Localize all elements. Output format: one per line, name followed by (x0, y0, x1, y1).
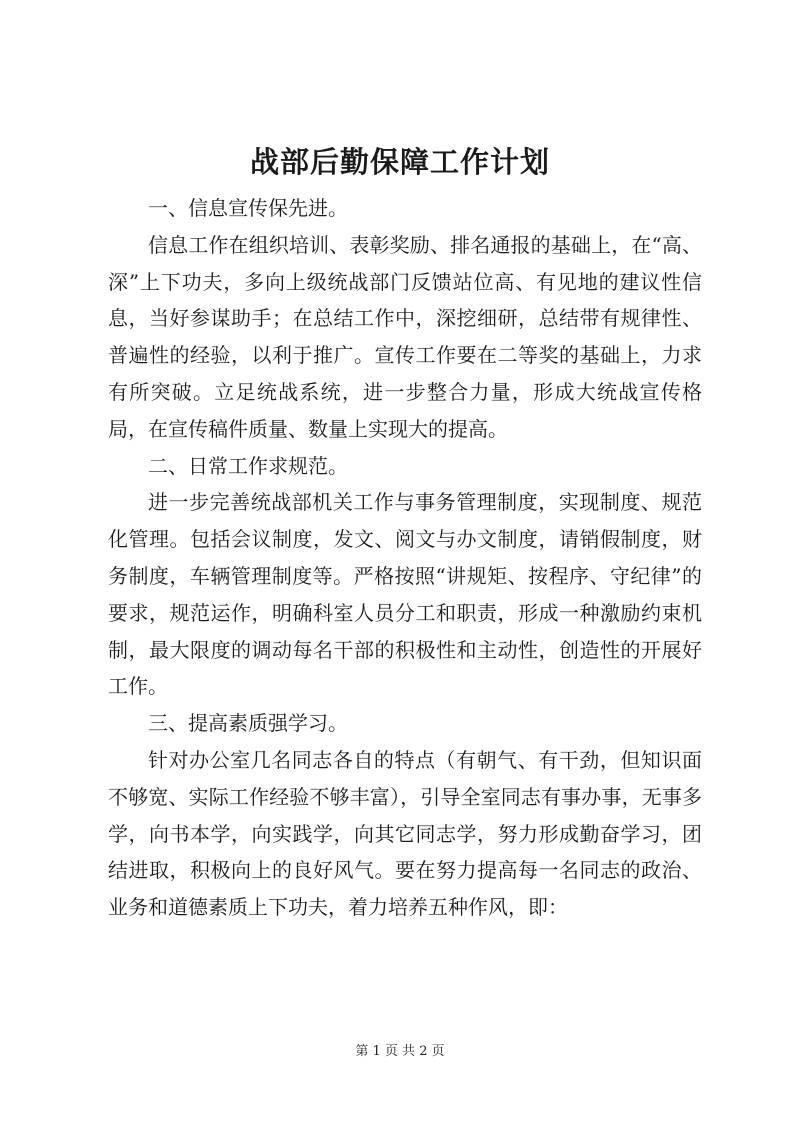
document-body (108, 190, 702, 926)
section-1-heading: 一、信息宣传保先进。 (148, 196, 348, 220)
section-1-paragraph: 信息工作在组织培训、表彰奖励、排名通报的基础上，在“高、深”上下功夫，多向上级统战部门反馈站位高、有见地的建议性信息，当好参谋助手；在总结工作中，深挖细研，总结带有规律性、普遍性的经验，以利于推广。宣传工作要在二等奖的基础上，力求有所突破。立足统战系统，进一步整合力量，形成大统战宣传格局，在宣传稿件质量、数量上实现大的提高。 (108, 232, 702, 441)
section-2-paragraph: 进一步完善统战部机关工作与事务管理制度，实现制度、规范化管理。包括会议制度，发文、阅文与办文制度，请销假制度，财务制度，车辆管理制度等。严格按照“讲规矩、按程序、守纪律”的要求，规范运作，明确科室人员分工和职责，形成一种激励约束机制，最大限度的调动每名干部的积极性和主动性，创造性的开展好工作。 (108, 490, 702, 699)
section-2-heading: 二、日常工作求规范。 (148, 453, 348, 478)
document-title: 战部后勤保障工作计划 (249, 145, 550, 179)
page-number-footer: 第 1 页 共 2 页 (355, 1044, 445, 1059)
section-3-paragraph: 针对办公室几名同志各自的特点（有朝气、有干劲，但知识面不够宽、实际工作经验不够丰富），引导全室同志有事办事，无事多学，向书本学，向实践学，向其它同志学，努力形成勤奋学习，团结进取，积极向上的良好风气。要在努力提高每一名同志的政治、业务和道德素质上下功夫，着力培养五种作风，即： (108, 747, 702, 920)
section-3-heading: 三、提高素质强学习。 (148, 711, 348, 736)
